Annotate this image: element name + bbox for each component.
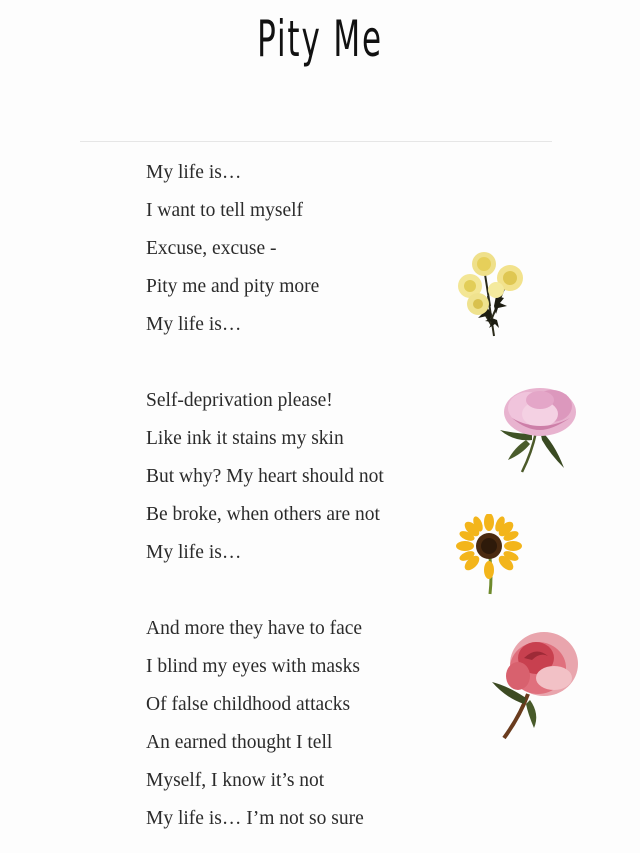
poem-line: Like ink it stains my skin (146, 428, 344, 449)
poem-line: My life is… (146, 162, 242, 183)
poem-line: I want to tell myself (146, 200, 304, 221)
poem-line: Of false childhood attacks (146, 694, 351, 715)
poem-line: Self-deprivation please! (146, 390, 333, 411)
title-divider (80, 141, 552, 142)
poem-line: Be broke, when others are not (146, 504, 380, 525)
yellow-chrysanthemum-bouquet-icon (448, 246, 532, 338)
red-rose-icon (488, 628, 584, 740)
poem-line: Myself, I know it’s not (146, 770, 325, 791)
pink-peony-icon (492, 382, 582, 474)
poem-line: But why? My heart should not (146, 466, 384, 487)
sunflower-icon (456, 514, 522, 596)
poem-line: An earned thought I tell (146, 732, 333, 753)
poem-line: I blind my eyes with masks (146, 656, 360, 677)
poem-title: Pity Me (257, 10, 383, 68)
poem-line: Pity me and pity more (146, 276, 320, 297)
poem-line: My life is… (146, 314, 242, 335)
poem-line: My life is… (146, 542, 242, 563)
poem-line: My life is… I’m not so sure (146, 808, 364, 829)
poem-line: Excuse, excuse - (146, 238, 277, 259)
poem-line: And more they have to face (146, 618, 363, 639)
